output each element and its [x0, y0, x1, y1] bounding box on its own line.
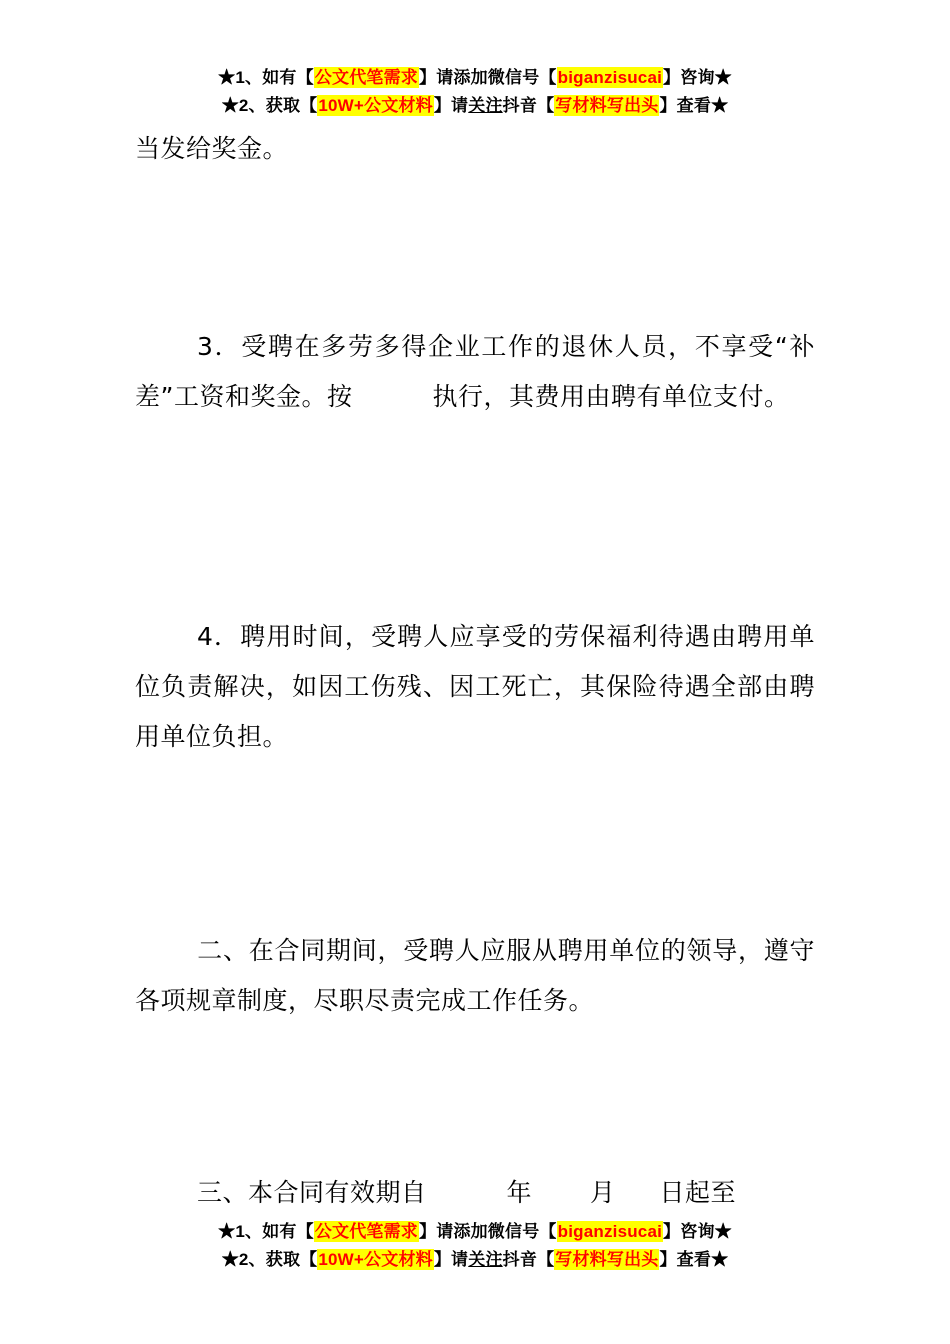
promo-line-1-bottom	[0, 1218, 950, 1246]
paragraph-3-line3: 由聘用单位负担。	[135, 672, 815, 751]
paragraph-section-three	[135, 1168, 815, 1218]
promo-star-right: ★	[714, 68, 732, 87]
promo2-text-d: 】查看	[659, 96, 712, 115]
paragraph-3-line1: 4．聘用时间，受聘人应享受的劳保福利待遇由聘用	[197, 622, 790, 651]
promo-text-a: 如有【	[262, 68, 314, 87]
promo-line-2	[0, 92, 950, 120]
promo2-highlight-materials-bottom: 10W+公文材料	[318, 1250, 433, 1269]
paragraph-item-4	[135, 612, 815, 762]
promo-star-left-bottom: ★	[218, 1222, 236, 1241]
promo-text-b-bottom: 】请添加微信号【	[419, 1222, 557, 1241]
promo-star-left: ★	[218, 68, 236, 87]
paragraph-4-line1: 二、在合同期间，受聘人应服从聘用单位的领导，遵	[197, 936, 790, 965]
promo-text-c: 】咨询	[663, 68, 715, 87]
promo-banner-top	[0, 64, 950, 120]
promo-star-right-bottom: ★	[714, 1222, 732, 1241]
paragraph-continuation	[135, 124, 815, 174]
promo-highlight-service-bottom: 公文代笔需求	[314, 1222, 418, 1241]
promo2-number-bottom: 2、	[238, 1250, 266, 1269]
paragraph-5-part-a: 三、本合同有效期自	[197, 1178, 427, 1207]
paragraph-section-two	[135, 926, 815, 1026]
promo-line-1	[0, 64, 950, 92]
paragraph-1-text: 当发给奖金。	[135, 134, 289, 163]
paragraph-2-line2b: 执行，其费用由聘有单位	[432, 382, 713, 411]
promo2-text-d-bottom: 】查看	[659, 1250, 712, 1269]
paragraph-3-line2: 单位负责解决，如因工伤残、因工死亡，其保险待遇全部	[135, 622, 815, 701]
promo2-star-left-bottom: ★	[221, 1250, 239, 1269]
promo2-number: 2、	[238, 96, 266, 115]
paragraph-2-line3: 支付。	[712, 382, 790, 411]
promo2-star-right: ★	[711, 96, 729, 115]
promo-text-b: 】请添加微信号【	[419, 68, 557, 87]
paragraph-item-3	[135, 322, 815, 422]
promo2-text-a: 获取【	[265, 96, 318, 115]
paragraph-4-line2: 守各项规章制度，尽职尽责完成工作任务。	[135, 936, 815, 1015]
promo2-star-right-bottom: ★	[711, 1250, 729, 1269]
promo2-highlight-materials: 10W+公文材料	[318, 96, 433, 115]
promo2-text-c-bottom: 抖音【	[502, 1250, 555, 1269]
promo-highlight-service: 公文代笔需求	[314, 68, 418, 87]
promo2-text-b: 】请	[433, 96, 469, 115]
paragraph-2-line2a: “补差”工资和奖金。按	[135, 332, 815, 411]
promo-number: 1、	[235, 68, 263, 87]
paragraph-5-part-b: 年	[506, 1178, 533, 1207]
paragraph-2-line1: 3．受聘在多劳多得企业工作的退休人员，不享受	[197, 332, 775, 361]
promo-number-bottom: 1、	[235, 1222, 263, 1241]
paragraph-5-part-d: 日起至	[659, 1178, 737, 1207]
promo-text-c-bottom: 】咨询	[663, 1222, 715, 1241]
promo2-underline-follow: 关注	[468, 96, 503, 115]
promo-line-2-bottom	[0, 1246, 950, 1274]
promo2-text-c: 抖音【	[502, 96, 555, 115]
promo-highlight-wechat-id-bottom: biganzisucai	[557, 1222, 663, 1241]
promo2-text-a-bottom: 获取【	[265, 1250, 318, 1269]
promo2-underline-follow-bottom: 关注	[468, 1250, 503, 1269]
paragraph-5-part-c: 月	[590, 1178, 616, 1207]
promo2-text-b-bottom: 】请	[433, 1250, 469, 1269]
promo2-star-left: ★	[221, 96, 239, 115]
promo-banner-bottom	[0, 1218, 950, 1274]
promo-highlight-wechat-id: biganzisucai	[557, 68, 663, 87]
promo2-highlight-douyin-name-bottom: 写材料写出头	[555, 1250, 659, 1269]
promo-text-a-bottom: 如有【	[262, 1222, 314, 1241]
promo2-highlight-douyin-name: 写材料写出头	[555, 96, 659, 115]
